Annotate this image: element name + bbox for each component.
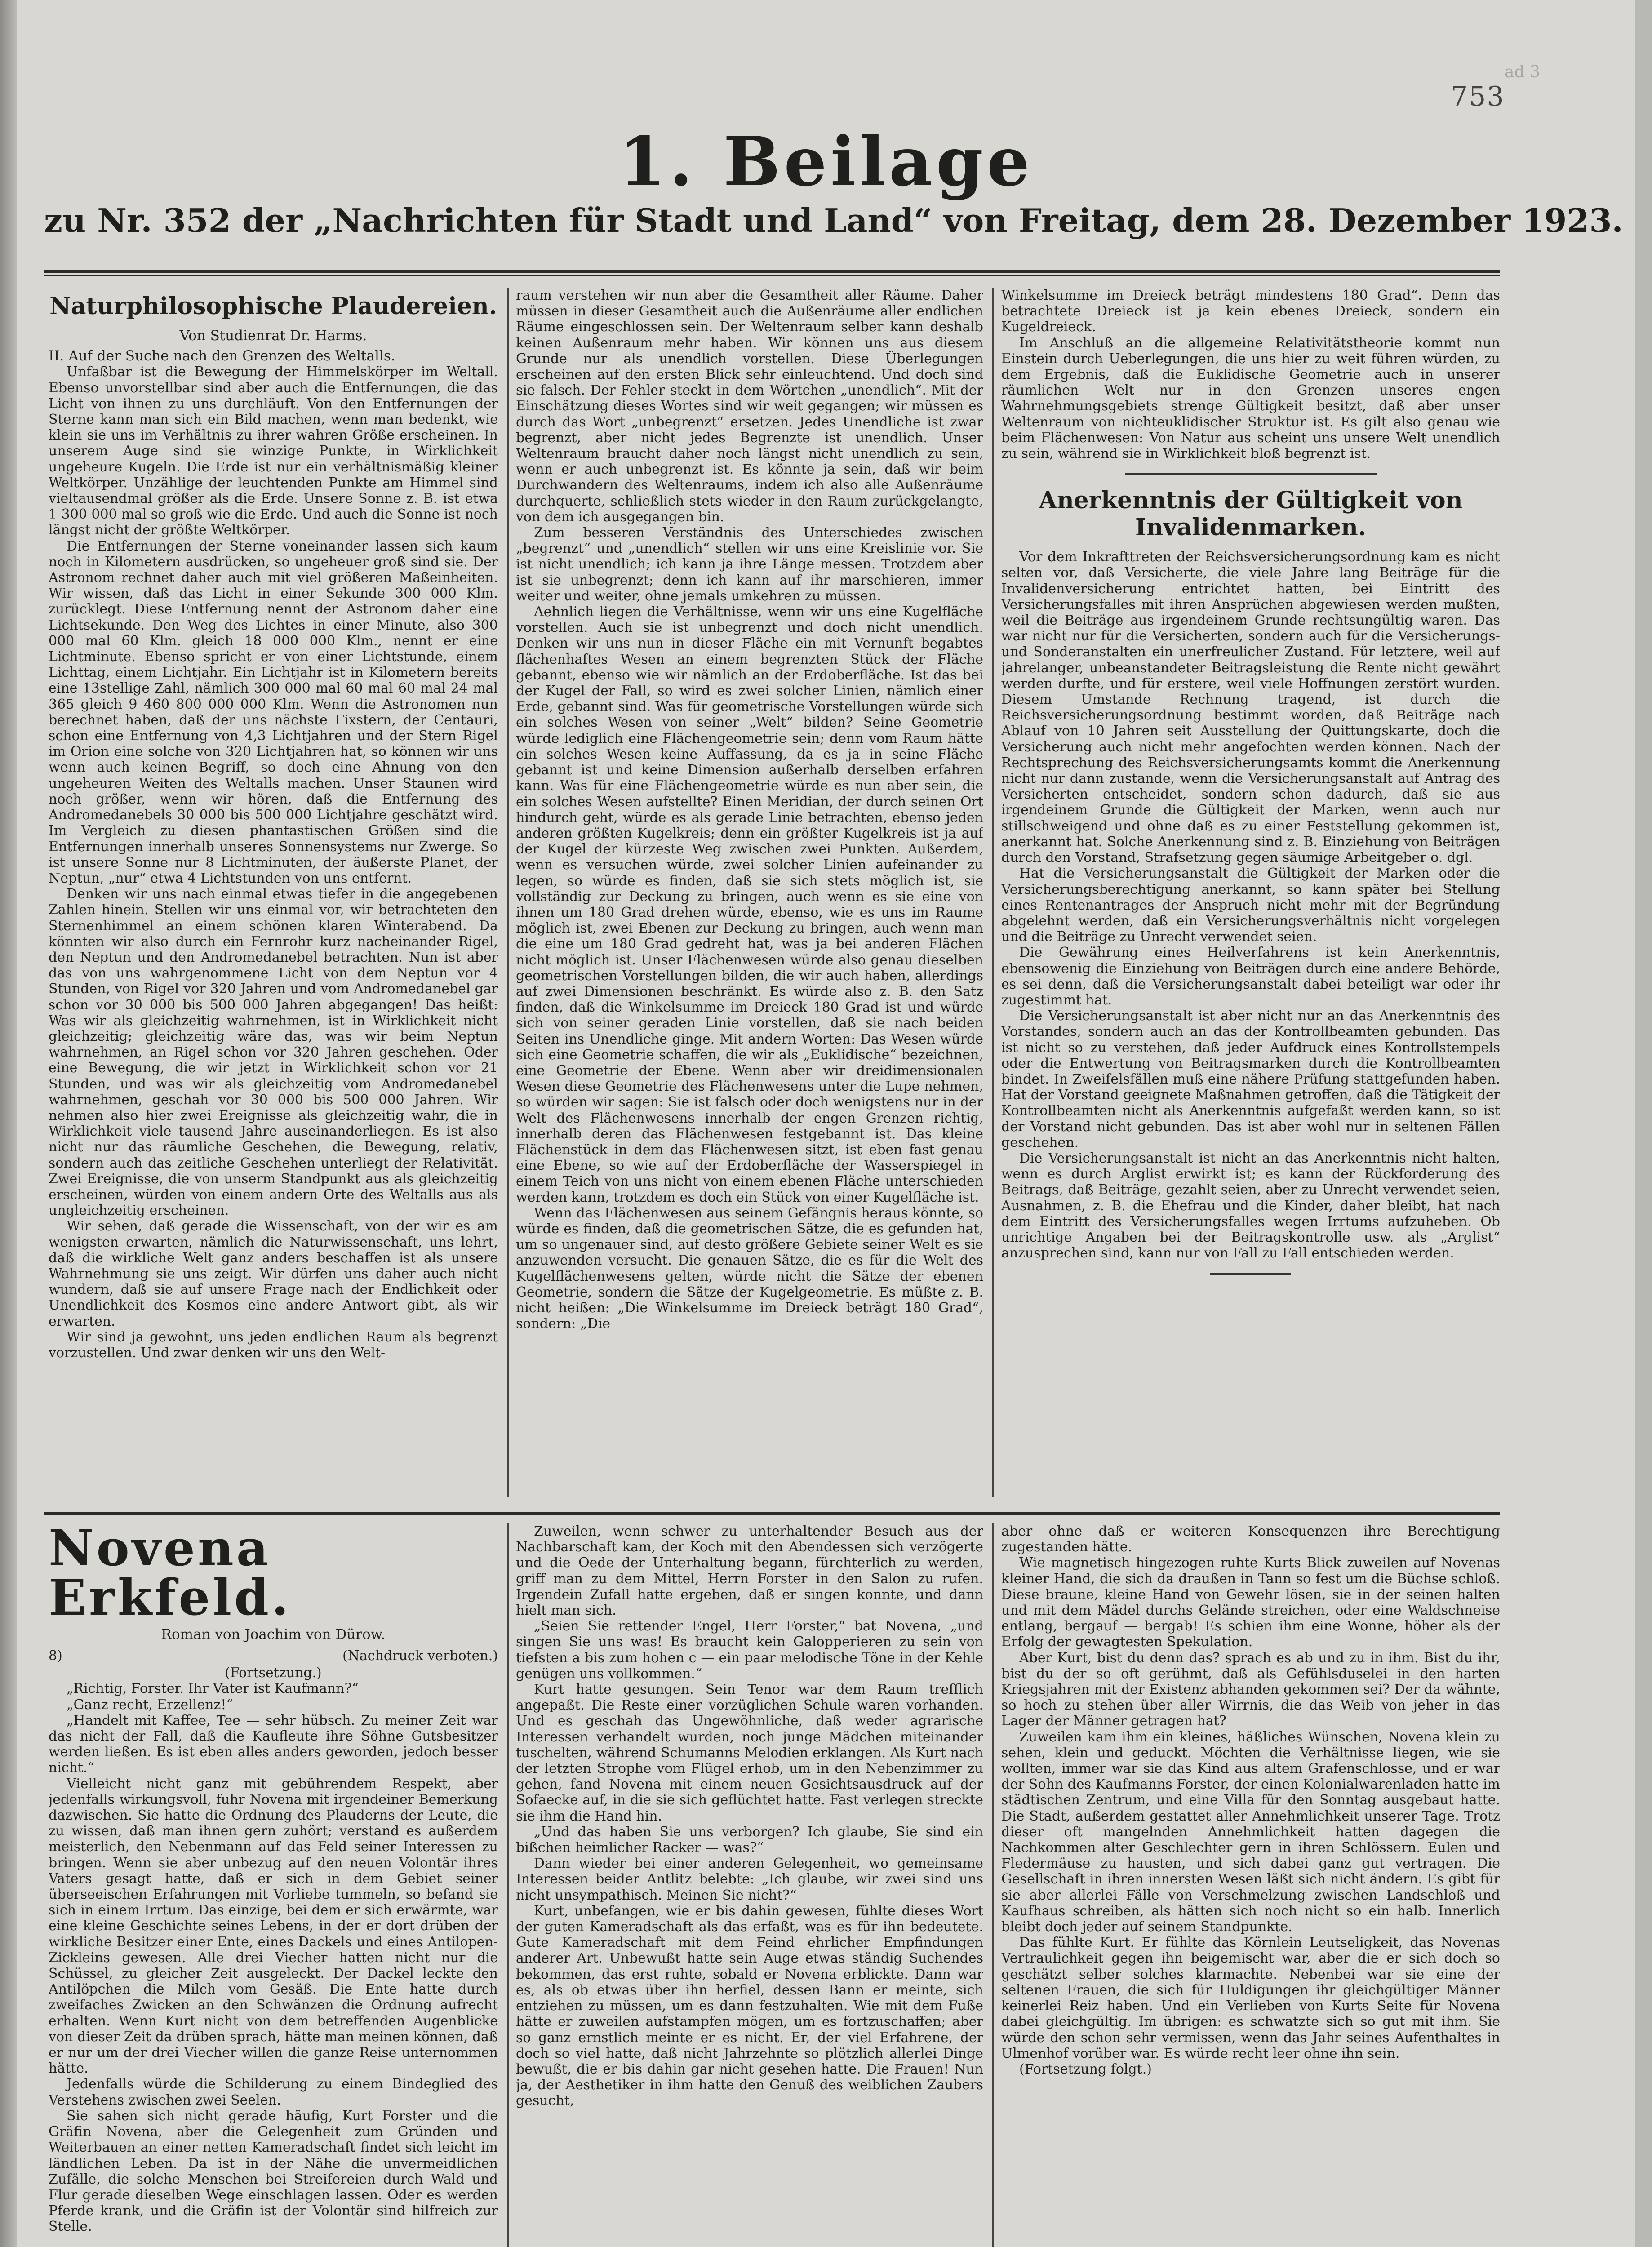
archive-stamp: ad 3 <box>1505 63 1540 81</box>
paragraph: Zuweilen kam ihm ein kleines, häßliches Wünschen, Novena klein zu sehen, klein und geduckt. Möchten die Verhältnisse liegen, wie sie wollten, immer war sie das Kind aus altem Grafenschlosse, und er war der Sohn des Kaufmanns Forster, der einen Kolonialwarenladen hatte im städtischen Zentrum, und eine Villa für den Sonntag ausgebaut hatte. Die Stadt, außerdem gestattet aller Annehmlichkeit unserer Tage. Trotz dieser oft mangelnden Annehmlichkeit hatten dagegen die Nachkommen alter Geschlechter gern in ihren Schlössern. Eulen und Fledermäuse zu hausten, und sich dabei ganz gut vertragen. Die Gesellschaft in ihren innersten Wesen läßt sich nicht ändern. Es gibt für sie aber allerlei Fälle von Verschmelzung zwischen Landschloß und Kaufhaus schreiben, als hätten sich noch nicht so ein halb. Innerlich bleibt doch jeder auf seinem Standpunkte. <box>1001 1729 1500 1935</box>
paragraph: Aber Kurt, bist du denn das? sprach es ab und zu in ihm. Bist du ihr, bist du der so oft gerühmt, daß als Gefühlsduselei in den harten Kriegsjahren mit der Existenz abhanden gekommen sei? Der da wähnte, so hoch zu stehen über aller Wirrnis, die das Weib von jeher in das Lager der Männer getragen hat? <box>1001 1650 1500 1729</box>
column-right-upper <box>1001 288 1500 1497</box>
column-divider <box>507 288 509 1497</box>
paragraph: „Ganz recht, Erzellenz!“ <box>67 1696 233 1713</box>
paragraph: Zuweilen, wenn schwer zu unterhaltender Besuch aus der Nachbarschaft kam, der Koch mit den Abendessen sich verzögerte und die Oede der Unterhaltung begann, fürchterlich zu werden, griff man zu dem Mittel, Herrn Forster in den Salon zu rufen. Irgendein Zufall hatte ergeben, daß er singen konnte, und dann hielt man sich. <box>516 1523 983 1619</box>
article-natural-philosophy-cont <box>516 288 983 1497</box>
page-number: 753 <box>1451 81 1505 112</box>
supplement-subtitle: zu Nr. 352 der „Nachrichten für Stadt und Land“ von Freitag, dem 28. Dezember 1923. <box>44 201 1623 240</box>
paragraph: Jedenfalls würde die Schilderung zu einem Bindeglied des Verstehens zwischen zwei Seelen. <box>49 2076 498 2108</box>
article-title: Anerkenntnis der Gültigkeit von Invalidenmarken. <box>1039 487 1463 542</box>
paragraph: Zum besseren Verständnis des Unterschiedes zwischen „begrenzt“ und „unendlich“ stellen wir uns eine Kreislinie vor. Sie ist nicht unendlich; ich kann ja ihre Länge messen. Trotzdem aber ist sie unbegrenzt; denn ich kann auf ihr marschieren, immer weiter und weiter, ohne jemals umkehren zu müssen. <box>516 525 983 604</box>
column-divider <box>507 1523 509 2247</box>
article-separator <box>1125 473 1377 475</box>
copyright-notice: (Nachdruck verboten.) <box>342 1648 498 1664</box>
paragraph: aber ohne daß er weiteren Konsequenzen ihre Berechtigung zugestanden hätte. <box>1001 1523 1500 1555</box>
paragraph: Wie magnetisch hingezogen ruhte Kurts Blick zuweilen auf Novenas kleiner Hand, die sich da draußen in Tann so fest um die Büchse schloß. Diese braune, kleine Hand von Gewehr lösen, sie in der seinen halten und mit dem Mädel durchs Gelände streichen, oder eine Waldschneise entlang, bergauf — bergab! Es schien ihm eine Wonne, höher als der Erfolg der gewagtesten Spekulation. <box>1001 1555 1500 1650</box>
paragraph: Die Versicherungsanstalt ist aber nicht nur an das Anerkenntnis des Vorstandes, sondern auch an das der Kontrollbeamten gebunden. Das ist nicht so zu verstehen, daß jeder Aufdruck eines Kontrollstempels oder die Entwertung von Beitragsmarken durch die Kontrollbeamten bindet. In Zweifelsfällen muß eine nähere Prüfung stattgefunden haben. Hat der Vorstand geeignete Maßnahmen getroffen, daß die Tätigkeit der Kontrollbeamten nicht als Anerkenntnis aufgefaßt werden kann, so ist der Vorstand nicht gebunden. Das ist aber wohl nur in seltenen Fällen geschehen. <box>1001 1008 1500 1150</box>
paragraph: Wenn das Flächenwesen aus seinem Gefängnis heraus könnte, so würde es finden, daß die geometrischen Sätze, die es gefunden hat, um so ungenauer sind, auf desto größere Gebiete seiner Welt es sie anzuwenden versucht. Die genauen Sätze, die es für die Welt des Kugelflächenwesens gelten, würde nicht die Sätze der ebenen Geometrie, sondern die Sätze der Kugelgeometrie. Es müßte z. B. nicht heißen: „Die Winkelsumme im Dreieck beträgt 180 Grad“, sondern: „Die <box>516 1205 983 1332</box>
paragraph: „Handelt mit Kaffee, Tee — sehr hübsch. Zu meiner Zeit war das nicht der Fall, daß die Kaufleute ihre Söhne Gutsbesitzer werden ließen. Es ist eben alles anders geworden, jedoch besser nicht.“ <box>49 1712 498 1776</box>
article-title: Naturphilosophische Plaudereien. <box>49 293 497 320</box>
installment-number: 8) <box>49 1648 62 1664</box>
column-divider <box>992 288 994 1497</box>
binding-gutter <box>0 0 17 2247</box>
paragraph: „Und das haben Sie uns verborgen? Ich glaube, Sie sind ein bißchen heimlicher Racker — was?“ <box>516 1824 983 1856</box>
supplement-title: 1. Beilage <box>618 122 1034 201</box>
paragraph: Dann wieder bei einer anderen Gelegenheit, wo gemeinsame Interessen beider Antlitz belebte: „Ich glaube, wir zwei sind uns nicht unsympathisch. Meinen Sie nicht?“ <box>516 1856 983 1903</box>
column-divider <box>992 1523 994 2247</box>
paragraph: „Richtig, Forster. Ihr Vater ist Kaufmann?“ <box>67 1681 359 1697</box>
paragraph: Kurt hatte gesungen. Sein Tenor war dem Raum trefflich angepaßt. Die Reste einer vorzüglichen Schule waren vorhanden. Und es geschah das Ungewöhnliche, daß weder agrarische Interessen verhandelt wurden, noch junge Mädchen miteinander tuschelten, während Schumanns Melodien erklangen. Als Kurt nach der letzten Strophe vom Flügel erhob, um in den Nebenzimmer zu gehen, fand Novena mit einem neuen Gesichtsausdruck auf der Sofaecke auf, in die sie sich geflüchtet hatte. Fast verlegen streckte sie ihm die Hand hin. <box>516 1682 983 1824</box>
header-rule-bottom <box>44 275 1500 276</box>
paragraph: raum verstehen wir nun aber die Gesamtheit aller Räume. Daher müssen in dieser Gesamtheit auch die Außenräume aller endlichen Räume eingeschlossen sein. Der Weltenraum selber kann deshalb keinen Außenraum mehr haben. Wir können uns aus diesem Grunde nur als unendlich vorstellen. Diese Überlegungen erscheinen auf den ersten Blick sehr einleuchtend. Und doch sind sie falsch. Der Fehler steckt in dem Wörtchen „unendlich“. Mit der Einschätzung dieses Wortes sind wir weit gegangen; wir müssen es durch das Wort „unbegrenzt“ ersetzen. Jedes Unendliche ist zwar begrenzt, aber nicht jedes Begrenzte ist unendlich. Unser Weltenraum braucht daher noch längst nicht unendlich zu sein, wenn er auch unbegrenzt ist. Es könnte ja sein, daß wir beim Durchwandern des Weltenraums, indem ich also alle Außenräume durchquerte, schließlich stets wieder in den Raum zurückgelangte, von dem ich ausgegangen bin. <box>516 288 983 525</box>
header-rule-top <box>44 270 1500 273</box>
paragraph: Die Versicherungsanstalt ist nicht an das Anerkenntnis nicht halten, wenn es durch Arglist erwirkt ist; es kann der Rückforderung des Beitrags, daß Beiträge, gezahlt seien, aber zu Unrecht verwendet seien, Ausnahmen, z. B. die Ehefrau und die Kinder, daher bleibt, hat nach dem Eintritt des Versicherungsfalles wegen Irrtums aufzuheben. Ob unrichtige Angaben bei der Beitragskontrolle usw. als „Arglist“ anzusprechen sind, kann nur von Fall zu Fall entschieden werden. <box>1001 1150 1500 1261</box>
copyright-row <box>49 1647 498 1665</box>
paragraph: Vielleicht nicht ganz mit gebührendem Respekt, aber jedenfalls wirkungsvoll, fuhr Novena mit irgendeiner Bemerkung dazwischen. Sie hatte die Ordnung des Plauderns der Leute, die zu wissen, daß man ihnen gern zuhört; verstand es außerdem meisterlich, den Nebenmann auf das Feld seiner Interessen zu bringen. Wenn sie aber unbezug auf den neuen Volontär ihres Vaters gesagt hatte, daß er sich in dem Gebiet seiner überseeischen Erfahrungen mit Vorliebe tummeln, so befand sie sich in einem Irrtum. Das einzige, bei dem er sich erwärmte, war eine kleine Geschichte seines Lebens, in der er dort drüben der wirkliche Besitzer einer Ente, eines Dackels und eines Antilopen-Zickleins gewesen. Alle drei Viecher hatten nicht nur die Schüssel, zu gleicher Zeit ausgeleckt. Der Dackel leckte den Antilöpchen die Milch vom Gesäß. Die Ente hatte durch zweifaches Zwicken an den Schwänzen die Ordnung aufrecht erhalten. Wenn Kurt nicht von dem betreffenden Augenblicke von dieser Zeit da drüben sprach, hätte man meinen können, daß er nur um der drei Viecher willen die ganze Reise unternommen hätte. <box>49 1776 498 2077</box>
article-natural-philosophy <box>49 288 498 1497</box>
novel-title: Novena Erkfeld. <box>49 1523 292 1626</box>
novel-column-1 <box>49 1523 498 2247</box>
paragraph: Unfaßbar ist die Bewegung der Himmelskörper im Weltall. Ebenso unvorstellbar sind aber auch die Entfernungen, die das Licht von ihnen zu uns durchläuft. Von den Entfernungen der Sterne kann man sich ein Bild machen, wenn man bedenkt, wie klein sie uns im Verhältnis zu ihrer wahren Größe erscheinen. In unserem Auge sind sie winzige Punkte, in Wirklichkeit ungeheure Kugeln. Die Erde ist nur ein verhältnismäßig kleiner Weltkörper. Unzählige der leuchtenden Punkte am Himmel sind vieltausendmal größer als die Erde. Unsere Sonne z. B. ist etwa 1 300 000 mal so groß wie die Erde. Und auch die Sonne ist noch längst nicht der größte Weltkörper. <box>49 364 498 538</box>
article-author: Von Studienrat Dr. Harms. <box>179 328 367 344</box>
newspaper-page <box>17 0 1635 2247</box>
paragraph: Wir sehen, daß gerade die Wissenschaft, von der wir es am wenigsten erwarten, nämlich die Naturwissenschaft, uns lehrt, daß die wirkliche Welt ganz anders beschaffen ist als unsere Wahrnehmung sie uns zeigt. Wir dürfen uns daher auch nicht wundern, daß sie auf unsere Frage nach der Endlichkeit oder Unendlichkeit des Kosmos eine andere Antwort gibt, als wir erwarten. <box>49 1218 498 1329</box>
article-subtitle: II. Auf der Suche nach den Grenzen des Weltalls. <box>49 348 395 364</box>
paragraph: Im Anschluß an die allgemeine Relativitätstheorie kommt nun Einstein durch Ueberlegungen, die uns hier zu weit führen würden, zu dem Ergebnis, daß die Euklidische Geometrie auch in unserer räumlichen Welt nur in den Grenzen unseres engen Wahrnehmungsgebiets strenge Gültigkeit besitzt, daß aber unser Weltenraum von nichteuklidischer Struktur ist. Es gilt also genau wie beim Flächenwesen: Von Natur aus scheint uns unsere Welt unendlich zu sein, während sie in Wirklichkeit bloß begrenzt ist. <box>1001 335 1500 462</box>
novel-column-3 <box>1001 1523 1500 2247</box>
paragraph: Kurt, unbefangen, wie er bis dahin gewesen, fühlte dieses Wort der guten Kameradschaft als das erfaßt, was es für ihn bedeutete. Gute Kameradschaft mit dem Feind ehrlicher Empfindungen anderer Art. Unbewußt hatte sein Auge etwas ständig Suchendes bekommen, das erst ruhte, sobald er Novena erblickte. Dann war es, als ob etwas über ihn herfiel, dessen Bann er meinte, sich entziehen zu müssen, um es dann festzuhalten. Wie mit dem Fuße hätte er zuweilen aufstampfen mögen, um es fortzuschaffen; aber so ganz ernstlich meinte er es nicht. Er, der viel Erfahrene, der doch so viel hatte, daß nicht Jahrzehnte so plötzlich allerlei Dinge bewußt, die er bis dahin gar nicht gesehen hatte. Die Frauen! Nun ja, der Aesthetiker in ihm hatte den Genuß des weiblichen Zaubers gesucht, <box>516 1903 983 2109</box>
paragraph: Hat die Versicherungsanstalt die Gültigkeit der Marken oder die Versicherungsberechtigung anerkannt, so kann später bei Stellung eines Rentenantrages der Anspruch nicht mehr mit der Begründung abgelehnt werden, daß ein Versicherungsverhältnis nicht vorgelegen und die Beiträge zu Unrecht verwendet seien. <box>1001 866 1500 945</box>
article-end-rule <box>1210 1273 1291 1275</box>
paragraph: Winkelsumme im Dreieck beträgt mindestens 180 Grad“. Denn das betrachtete Dreieck ist ja kein ebenes Dreieck, sondern ein Kugeldreieck. <box>1001 288 1500 335</box>
section-divider-rule <box>44 1512 1500 1515</box>
paragraph: Sie sahen sich nicht gerade häufig, Kurt Forster und die Gräfin Novena, aber die Gelegenheit zum Gründen und Weiterbauen an einer netten Kameradschaft findet sich leicht im ländlichen Leben. Da ist in der Nähe die unvermeidlichen Zufälle, die solche Menschen bei Streifereien durch Wald und Flur gerade dieselben Wege einschlagen lassen. Oder es werden Pferde krank, und die Gräfin ist der Volontär sind hilfreich zur Stelle. <box>49 2108 498 2235</box>
novel-byline: Roman von Joachim von Dürow. <box>161 1626 386 1643</box>
paragraph: (Fortsetzung folgt.) <box>1019 2061 1152 2077</box>
paragraph: Vor dem Inkrafttreten der Reichsversicherungsordnung kam es nicht selten vor, daß Versicherte, die viele Jahre lang Beiträge für die Invalidenversicherung entrichtet hatten, bei Eintritt des Versicherungsfalles mit ihren Ansprüchen abgewiesen werden mußten, weil die Beiträge aus irgendeinem Grunde rechtsungültig waren. Das war nicht nur für die Versicherten, sondern auch für die Versicherungs- und Sonderanstalten ein unerfreulicher Zustand. Für letztere, weil auf jahrelanger, unbeanstandeter Beitragsleistung die Rente nicht gewährt werden durfte, und für erstere, weil viele Hoffnungen zerstört wurden. Diesem Umstande Rechnung tragend, ist durch die Reichsversicherungsordnung bestimmt worden, daß Beiträge nach Ablauf von 10 Jahren seit Ausstellung der Quittungskarte, doch die Versicherung auch nicht mehr angefochten werden können. Nach der Rechtsprechung des Reichsversicherungsamts kommt die Anerkennung nicht nur dann zustande, wenn die Versicherungsanstalt auf Antrag des Versicherten entscheidet, sondern schon dadurch, daß sie aus irgendeinem Grunde die Gültigkeit der Marken, wenn auch nur stillschweigend und ohne daß es zu einer Feststellung gekommen ist, anerkannt hat. Solche Anerkennung sind z. B. Einziehung von Beiträgen durch den Vorstand, Strafsetzung gegen säumige Arbeitgeber o. dgl. <box>1001 549 1500 866</box>
paragraph: Die Entfernungen der Sterne voneinander lassen sich kaum noch in Kilometern ausdrücken, so ungeheuer groß sind sie. Der Astronom rechnet daher auch mit viel größeren Maßeinheiten. Wir wissen, daß das Licht in einer Sekunde 300 000 Klm. zurücklegt. Diese Entfernung nennt der Astronom daher eine Lichtsekunde. Den Weg des Lichtes in einer Minute, also 300 000 mal 60 Klm. gleich 18 000 000 Klm., nennt er eine Lichtminute. Ebenso spricht er von einer Lichtstunde, einem Lichttag, einem Lichtjahr. Ein Lichtjahr ist in Kilometern bereits eine 13stellige Zahl, nämlich 300 000 mal 60 mal 60 mal 24 mal 365 gleich 9 460 800 000 000 Klm. Wenn die Astronomen nun berechnet haben, daß der uns nächste Fixstern, der Centauri, schon eine Entfernung von 4,3 Lichtjahren und der Stern Rigel im Orion eine solche von 320 Lichtjahren hat, so können wir uns wenn auch keinen Begriff, so doch eine Ahnung von den ungeheuren Weiten des Weltalls machen. Unser Staunen wird noch größer, wenn wir hören, daß die Entfernung des Andromedanebels 30 000 bis 500 000 Lichtjahre geschätzt wird. Im Vergleich zu diesen phantastischen Größen sind die Entfernungen innerhalb unseres Sonnensystems nur Zwerge. So ist unsere Sonne nur 8 Lichtminuten, der äußerste Planet, der Neptun, „nur“ etwa 4 Lichtstunden von uns entfernt. <box>49 538 498 886</box>
paragraph: Denken wir uns nach einmal etwas tiefer in die angegebenen Zahlen hinein. Stellen wir uns einmal vor, wir betrachteten den Sternenhimmel an einem schönen klaren Winterabend. Da könnten wir also durch ein Fernrohr kurz nacheinander Rigel, den Neptun und den Andromedanebel betrachten. Nun ist aber das von uns wahrgenommene Licht von dem Neptun vor 4 Stunden, von Rigel vor 320 Jahren und vom Andromedanebel gar schon vor 30 000 bis 500 000 Jahren abgegangen! Das heißt: Was wir als gleichzeitig wahrnehmen, ist in Wirklichkeit nicht gleichzeitig; gleichzeitig wäre das, was wir beim Neptun wahrnehmen, an Rigel schon vor 320 Jahren geschehen. Oder eine Bewegung, die wir jetzt in Wirklichkeit schon vor 21 Stunden, und was wir als gleichzeitig vom Andromedanebel wahrnehmen, geschah vor 30 000 bis 500 000 Jahren. Wir nehmen also hier zwei Ereignisse als gleichzeitig wahr, die in Wirklichkeit viele tausend Jahre auseinanderliegen. Es ist also nicht nur das räumliche Geschehen, die Bewegung, relativ, sondern auch das zeitliche Geschehen unterliegt der Relativität. Zwei Ereignisse, die von unserm Standpunkt aus als gleichzeitig erscheinen, würden von einem andern Orte des Weltalls aus als ungleichzeitig erscheinen. <box>49 886 498 1219</box>
paragraph: Aehnlich liegen die Verhältnisse, wenn wir uns eine Kugelfläche vorstellen. Auch sie ist unbegrenzt und doch nicht unendlich. Denken wir uns nun in dieser Fläche ein mit Vernunft begabtes flächenhaftes Wesen an einem begrenzten Stück der Fläche gebannt, ebenso wie wir nämlich an der Erdoberfläche. Ist das bei der Kugel der Fall, so wird es zwei solcher Linien, nämlich einer Erde, gebannt sind. Was für geometrische Vorstellungen würde sich ein solches Wesen von seiner „Welt“ bilden? Seine Geometrie würde lediglich eine Flächengeometrie sein; denn vom Raum hätte ein solches Wesen keine Auffassung, da es ja in seine Fläche gebannt ist und keine Dimension außerhalb derselben erfahren kann. Was für eine Flächengeometrie würde es nun aber sein, die ein solches Wesen aufstellte? Einen Meridian, der durch seinen Ort hindurch geht, würde es als gerade Linie betrachten, ebenso jeden anderen größten Kugelkreis; denn ein größter Kugelkreis ist ja auf der Kugel der kürzeste Weg zwischen zwei Punkten. Außerdem, wenn es versuchen würde, zwei solcher Linien aufeinander zu legen, so würde es finden, daß sie sich stets möglich ist, sie vollständig zur Deckung zu bringen, auch wenn es sie eine von ihnen um 180 Grad drehen würde, ebenso, wie es uns im Raume möglich ist, zwei Ebenen zur Deckung zu bringen, auch wenn man die eine um 180 Grad gedreht hat, was ja bei anderen Flächen nicht möglich ist. Unser Flächenwesen würde also genau dieselben geometrischen Vorstellungen bilden, die wir auch haben, allerdings auf zwei Dimensionen beschränkt. Es würde also z. B. den Satz finden, daß die Winkelsumme im Dreieck 180 Grad ist und würde sich von seiner geraden Linie vorstellen, daß sie nach beiden Seiten ins Unendliche ginge. Mit andern Worten: Das Wesen würde sich eine Geometrie schaffen, die wir als „Euklidische“ bezeichnen, eine Geometrie der Ebene. Wenn aber wir dreidimensionalen Wesen diese Geometrie des Flächenwesens unter die Lupe nehmen, so würden wir sagen: Sie ist falsch oder doch wenigstens nur in der Welt des Flächenwesens innerhalb der engen Grenzen richtig, innerhalb deren das Flächenwesen festgebannt ist. Das kleine Flächenstück in dem das Flächenwesen sitzt, ist eben fast genau eine Ebene, so wie auf der Erdoberfläche der Wasserspiegel in einem Teich von uns nicht von einem ebenen Fläche unterschieden werden kann, trotzdem es doch ein Stück von einer Kugelfläche ist. <box>516 604 983 1205</box>
paragraph: Die Gewährung eines Heilverfahrens ist kein Anerkenntnis, ebensowenig die Einziehung von Beiträgen durch eine andere Behörde, es sei denn, daß die Versicherungsanstalt dabei beteiligt war oder ihr zugestimmt hat. <box>1001 945 1500 1008</box>
continuation-note: (Fortsetzung.) <box>225 1665 322 1681</box>
novel-column-2 <box>516 1523 983 2247</box>
paragraph: „Seien Sie rettender Engel, Herr Forster,“ bat Novena, „und singen Sie uns was! Es braucht kein Galopperieren zu sein von tiefsten a bis zum hohen c — ein paar melodische Töne in der Kehle genügen uns vollkommen.“ <box>516 1618 983 1682</box>
paragraph: Wir sind ja gewohnt, uns jeden endlichen Raum als begrenzt vorzustellen. Und zwar denken wir uns den Welt- <box>49 1329 498 1361</box>
paragraph: Das fühlte Kurt. Er fühlte das Körnlein Leutseligkeit, das Novenas Vertraulichkeit gegen ihn beigemischt war, aber die er sich doch so geschätzt selber solches klarmachte. Nebenbei war sie eine der seltenen Frauen, die sich für Huldigungen ihr gleichgültiger Männer keinerlei Reiz haben. Und ein Verlieben von Kurts Seite für Novena dabei gleichgültig. Im übrigen: es schwatzte sich so gut mit ihm. Sie würde den schon sehr vermissen, wenn das Jahr seines Aufenthaltes in Ulmenhof vorüber war. Es würde recht leer ohne ihn sein. <box>1001 1935 1500 2061</box>
